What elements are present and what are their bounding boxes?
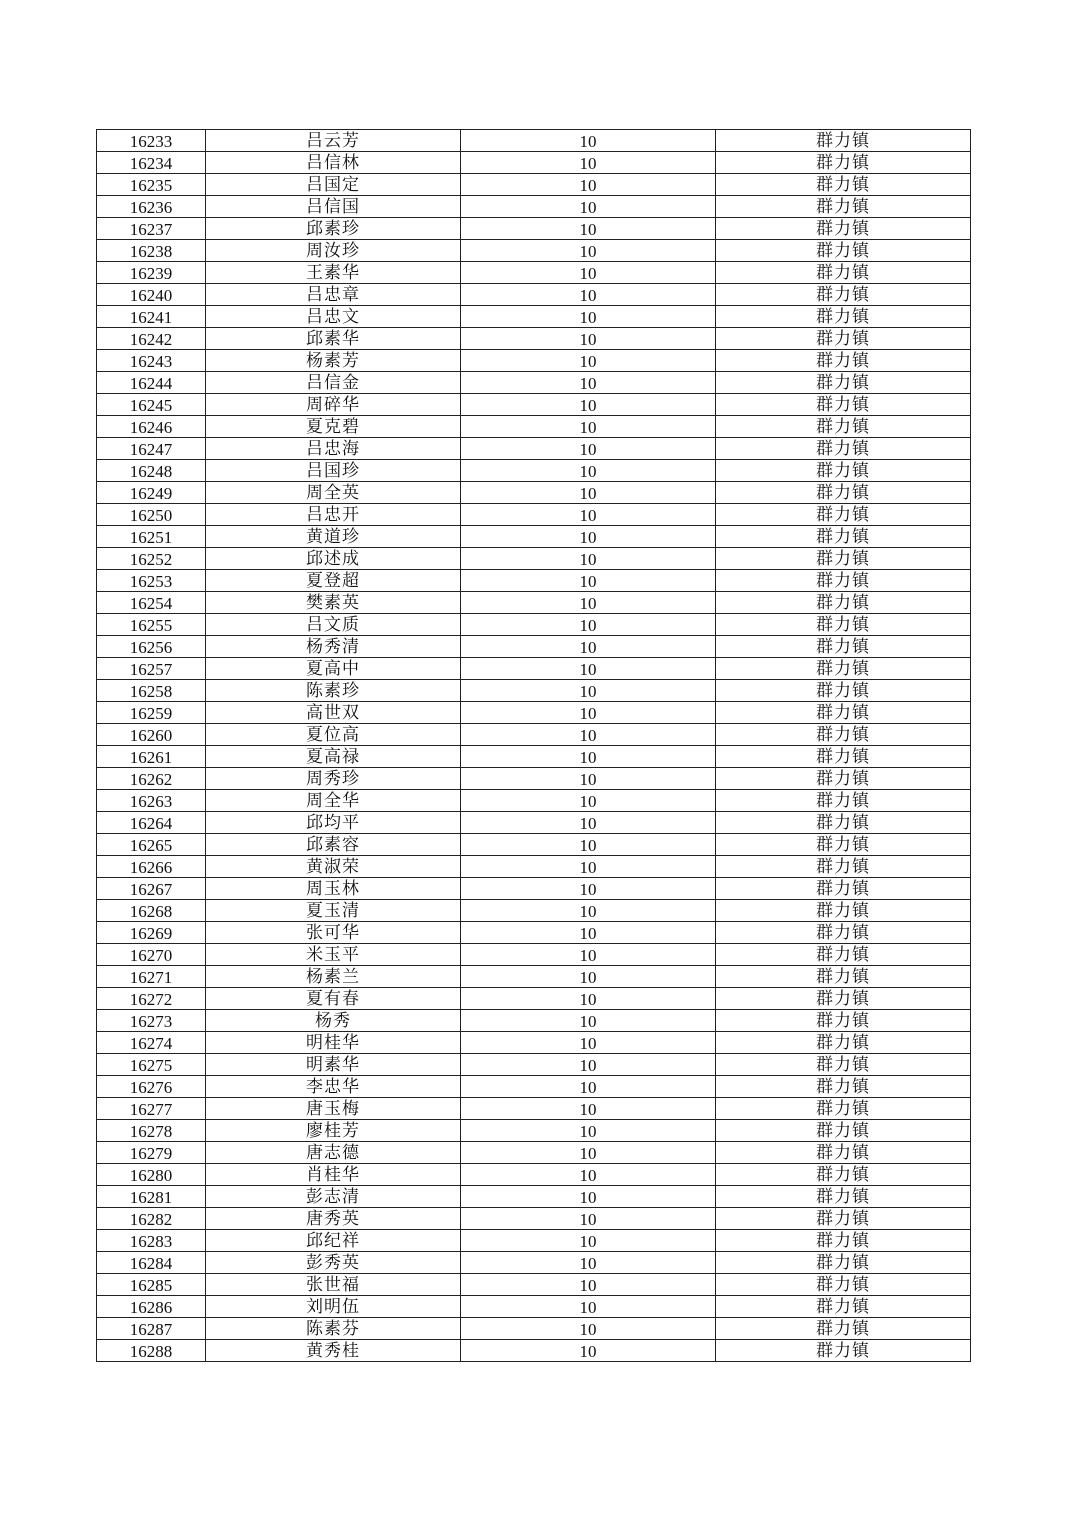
row-number-cell: 16263 (97, 790, 206, 812)
amount-cell: 10 (461, 636, 716, 658)
row-number-cell: 16246 (97, 416, 206, 438)
name-cell: 邱素容 (206, 834, 461, 856)
town-cell: 群力镇 (716, 1186, 971, 1208)
row-number-cell: 16238 (97, 240, 206, 262)
table-row (97, 1186, 971, 1208)
name-cell: 米玉平 (206, 944, 461, 966)
amount-cell: 10 (461, 372, 716, 394)
table-row (97, 1076, 971, 1098)
town-cell: 群力镇 (716, 680, 971, 702)
town-cell: 群力镇 (716, 130, 971, 152)
name-cell: 唐玉梅 (206, 1098, 461, 1120)
row-number-cell: 16241 (97, 306, 206, 328)
town-cell: 群力镇 (716, 1230, 971, 1252)
name-cell: 廖桂芳 (206, 1120, 461, 1142)
name-cell: 肖桂华 (206, 1164, 461, 1186)
table-row (97, 130, 971, 152)
amount-cell: 10 (461, 724, 716, 746)
row-number-cell: 16260 (97, 724, 206, 746)
town-cell: 群力镇 (716, 262, 971, 284)
row-number-cell: 16279 (97, 1142, 206, 1164)
row-number-cell: 16281 (97, 1186, 206, 1208)
town-cell: 群力镇 (716, 856, 971, 878)
amount-cell: 10 (461, 988, 716, 1010)
name-cell: 明素华 (206, 1054, 461, 1076)
name-cell: 周汝珍 (206, 240, 461, 262)
table-row (97, 438, 971, 460)
row-number-cell: 16259 (97, 702, 206, 724)
table-row (97, 1318, 971, 1340)
town-cell: 群力镇 (716, 812, 971, 834)
amount-cell: 10 (461, 1032, 716, 1054)
amount-cell: 10 (461, 658, 716, 680)
town-cell: 群力镇 (716, 724, 971, 746)
amount-cell: 10 (461, 174, 716, 196)
town-cell: 群力镇 (716, 636, 971, 658)
row-number-cell: 16234 (97, 152, 206, 174)
amount-cell: 10 (461, 262, 716, 284)
amount-cell: 10 (461, 790, 716, 812)
table-row (97, 1340, 971, 1362)
town-cell: 群力镇 (716, 790, 971, 812)
town-cell: 群力镇 (716, 1120, 971, 1142)
amount-cell: 10 (461, 812, 716, 834)
table-row (97, 1010, 971, 1032)
table-row (97, 746, 971, 768)
town-cell: 群力镇 (716, 416, 971, 438)
row-number-cell: 16287 (97, 1318, 206, 1340)
table-row (97, 394, 971, 416)
town-cell: 群力镇 (716, 614, 971, 636)
table-row (97, 944, 971, 966)
table-row (97, 1054, 971, 1076)
amount-cell: 10 (461, 130, 716, 152)
table-row (97, 724, 971, 746)
name-cell: 唐志德 (206, 1142, 461, 1164)
town-cell: 群力镇 (716, 1208, 971, 1230)
name-cell: 夏玉清 (206, 900, 461, 922)
town-cell: 群力镇 (716, 768, 971, 790)
amount-cell: 10 (461, 1252, 716, 1274)
name-cell: 夏位高 (206, 724, 461, 746)
row-number-cell: 16275 (97, 1054, 206, 1076)
name-cell: 周全华 (206, 790, 461, 812)
table-row (97, 460, 971, 482)
table-row (97, 658, 971, 680)
amount-cell: 10 (461, 460, 716, 482)
table-row (97, 900, 971, 922)
name-cell: 王素华 (206, 262, 461, 284)
table-row (97, 1208, 971, 1230)
name-cell: 吕忠开 (206, 504, 461, 526)
name-cell: 邱述成 (206, 548, 461, 570)
table-row (97, 680, 971, 702)
table-row (97, 262, 971, 284)
name-cell: 刘明伍 (206, 1296, 461, 1318)
row-number-cell: 16277 (97, 1098, 206, 1120)
name-cell: 陈素珍 (206, 680, 461, 702)
town-cell: 群力镇 (716, 306, 971, 328)
town-cell: 群力镇 (716, 174, 971, 196)
row-number-cell: 16242 (97, 328, 206, 350)
table-row (97, 878, 971, 900)
table-row (97, 218, 971, 240)
amount-cell: 10 (461, 900, 716, 922)
name-cell: 夏高禄 (206, 746, 461, 768)
table-row (97, 240, 971, 262)
row-number-cell: 16272 (97, 988, 206, 1010)
table-row (97, 1120, 971, 1142)
name-cell: 樊素英 (206, 592, 461, 614)
town-cell: 群力镇 (716, 504, 971, 526)
table-row (97, 966, 971, 988)
row-number-cell: 16251 (97, 526, 206, 548)
town-cell: 群力镇 (716, 218, 971, 240)
town-cell: 群力镇 (716, 1076, 971, 1098)
row-number-cell: 16237 (97, 218, 206, 240)
row-number-cell: 16270 (97, 944, 206, 966)
name-cell: 吕忠文 (206, 306, 461, 328)
town-cell: 群力镇 (716, 1054, 971, 1076)
name-cell: 周全英 (206, 482, 461, 504)
name-cell: 黄淑荣 (206, 856, 461, 878)
name-cell: 邱均平 (206, 812, 461, 834)
table-row (97, 614, 971, 636)
name-cell: 张可华 (206, 922, 461, 944)
amount-cell: 10 (461, 944, 716, 966)
amount-cell: 10 (461, 1274, 716, 1296)
town-cell: 群力镇 (716, 1032, 971, 1054)
amount-cell: 10 (461, 1142, 716, 1164)
town-cell: 群力镇 (716, 548, 971, 570)
row-number-cell: 16267 (97, 878, 206, 900)
name-cell: 周碎华 (206, 394, 461, 416)
name-cell: 吕信林 (206, 152, 461, 174)
row-number-cell: 16257 (97, 658, 206, 680)
row-number-cell: 16268 (97, 900, 206, 922)
table-row (97, 306, 971, 328)
town-cell: 群力镇 (716, 1340, 971, 1362)
amount-cell: 10 (461, 1098, 716, 1120)
amount-cell: 10 (461, 592, 716, 614)
town-cell: 群力镇 (716, 592, 971, 614)
amount-cell: 10 (461, 856, 716, 878)
amount-cell: 10 (461, 1164, 716, 1186)
table-row (97, 1230, 971, 1252)
name-cell: 夏登超 (206, 570, 461, 592)
row-number-cell: 16274 (97, 1032, 206, 1054)
town-cell: 群力镇 (716, 746, 971, 768)
name-cell: 杨素芳 (206, 350, 461, 372)
town-cell: 群力镇 (716, 394, 971, 416)
row-number-cell: 16240 (97, 284, 206, 306)
amount-cell: 10 (461, 834, 716, 856)
row-number-cell: 16266 (97, 856, 206, 878)
name-cell: 夏有春 (206, 988, 461, 1010)
name-cell: 吕忠章 (206, 284, 461, 306)
name-cell: 黄道珍 (206, 526, 461, 548)
name-cell: 夏克碧 (206, 416, 461, 438)
amount-cell: 10 (461, 416, 716, 438)
row-number-cell: 16280 (97, 1164, 206, 1186)
table-row (97, 988, 971, 1010)
town-cell: 群力镇 (716, 1274, 971, 1296)
town-cell: 群力镇 (716, 1098, 971, 1120)
town-cell: 群力镇 (716, 1164, 971, 1186)
amount-cell: 10 (461, 218, 716, 240)
row-number-cell: 16276 (97, 1076, 206, 1098)
table-row (97, 196, 971, 218)
town-cell: 群力镇 (716, 922, 971, 944)
town-cell: 群力镇 (716, 702, 971, 724)
amount-cell: 10 (461, 438, 716, 460)
table-row (97, 1252, 971, 1274)
town-cell: 群力镇 (716, 460, 971, 482)
amount-cell: 10 (461, 614, 716, 636)
amount-cell: 10 (461, 284, 716, 306)
table-row (97, 482, 971, 504)
town-cell: 群力镇 (716, 350, 971, 372)
name-cell: 张世福 (206, 1274, 461, 1296)
table-row (97, 174, 971, 196)
town-cell: 群力镇 (716, 966, 971, 988)
name-cell: 吕信金 (206, 372, 461, 394)
row-number-cell: 16249 (97, 482, 206, 504)
town-cell: 群力镇 (716, 658, 971, 680)
row-number-cell: 16284 (97, 1252, 206, 1274)
name-cell: 杨秀清 (206, 636, 461, 658)
amount-cell: 10 (461, 1230, 716, 1252)
town-cell: 群力镇 (716, 482, 971, 504)
town-cell: 群力镇 (716, 834, 971, 856)
name-cell: 黄秀桂 (206, 1340, 461, 1362)
name-cell: 吕国珍 (206, 460, 461, 482)
table-row (97, 834, 971, 856)
table-row (97, 636, 971, 658)
amount-cell: 10 (461, 1120, 716, 1142)
table-row (97, 504, 971, 526)
amount-cell: 10 (461, 482, 716, 504)
row-number-cell: 16245 (97, 394, 206, 416)
town-cell: 群力镇 (716, 152, 971, 174)
amount-cell: 10 (461, 878, 716, 900)
town-cell: 群力镇 (716, 1318, 971, 1340)
row-number-cell: 16285 (97, 1274, 206, 1296)
amount-cell: 10 (461, 966, 716, 988)
name-cell: 吕忠海 (206, 438, 461, 460)
row-number-cell: 16252 (97, 548, 206, 570)
row-number-cell: 16235 (97, 174, 206, 196)
table-row (97, 548, 971, 570)
town-cell: 群力镇 (716, 526, 971, 548)
table-row (97, 284, 971, 306)
town-cell: 群力镇 (716, 372, 971, 394)
amount-cell: 10 (461, 922, 716, 944)
name-cell: 周玉林 (206, 878, 461, 900)
row-number-cell: 16243 (97, 350, 206, 372)
name-cell: 唐秀英 (206, 1208, 461, 1230)
roster-table (96, 129, 971, 1362)
row-number-cell: 16271 (97, 966, 206, 988)
row-number-cell: 16258 (97, 680, 206, 702)
amount-cell: 10 (461, 1076, 716, 1098)
amount-cell: 10 (461, 196, 716, 218)
table-row (97, 350, 971, 372)
name-cell: 李忠华 (206, 1076, 461, 1098)
amount-cell: 10 (461, 1208, 716, 1230)
row-number-cell: 16256 (97, 636, 206, 658)
name-cell: 杨秀 (206, 1010, 461, 1032)
amount-cell: 10 (461, 1340, 716, 1362)
name-cell: 吕文质 (206, 614, 461, 636)
table-row (97, 416, 971, 438)
amount-cell: 10 (461, 680, 716, 702)
table-row (97, 1274, 971, 1296)
row-number-cell: 16283 (97, 1230, 206, 1252)
town-cell: 群力镇 (716, 438, 971, 460)
town-cell: 群力镇 (716, 1252, 971, 1274)
town-cell: 群力镇 (716, 284, 971, 306)
name-cell: 陈素芬 (206, 1318, 461, 1340)
town-cell: 群力镇 (716, 328, 971, 350)
name-cell: 吕信国 (206, 196, 461, 218)
table-row (97, 790, 971, 812)
name-cell: 邱纪祥 (206, 1230, 461, 1252)
row-number-cell: 16244 (97, 372, 206, 394)
amount-cell: 10 (461, 1318, 716, 1340)
table-row (97, 1142, 971, 1164)
row-number-cell: 16264 (97, 812, 206, 834)
table-row (97, 1032, 971, 1054)
town-cell: 群力镇 (716, 240, 971, 262)
amount-cell: 10 (461, 1186, 716, 1208)
name-cell: 高世双 (206, 702, 461, 724)
row-number-cell: 16247 (97, 438, 206, 460)
row-number-cell: 16248 (97, 460, 206, 482)
amount-cell: 10 (461, 394, 716, 416)
row-number-cell: 16262 (97, 768, 206, 790)
row-number-cell: 16253 (97, 570, 206, 592)
table-row (97, 702, 971, 724)
row-number-cell: 16288 (97, 1340, 206, 1362)
amount-cell: 10 (461, 240, 716, 262)
table-row (97, 592, 971, 614)
amount-cell: 10 (461, 350, 716, 372)
row-number-cell: 16236 (97, 196, 206, 218)
name-cell: 邱素华 (206, 328, 461, 350)
table-row (97, 526, 971, 548)
row-number-cell: 16254 (97, 592, 206, 614)
name-cell: 邱素珍 (206, 218, 461, 240)
town-cell: 群力镇 (716, 878, 971, 900)
table-row (97, 856, 971, 878)
amount-cell: 10 (461, 306, 716, 328)
town-cell: 群力镇 (716, 570, 971, 592)
row-number-cell: 16255 (97, 614, 206, 636)
amount-cell: 10 (461, 1010, 716, 1032)
row-number-cell: 16278 (97, 1120, 206, 1142)
town-cell: 群力镇 (716, 196, 971, 218)
amount-cell: 10 (461, 526, 716, 548)
table-row (97, 1164, 971, 1186)
town-cell: 群力镇 (716, 1142, 971, 1164)
table-row (97, 570, 971, 592)
table-row (97, 768, 971, 790)
name-cell: 明桂华 (206, 1032, 461, 1054)
name-cell: 夏高中 (206, 658, 461, 680)
name-cell: 杨素兰 (206, 966, 461, 988)
row-number-cell: 16239 (97, 262, 206, 284)
row-number-cell: 16233 (97, 130, 206, 152)
row-number-cell: 16269 (97, 922, 206, 944)
amount-cell: 10 (461, 548, 716, 570)
amount-cell: 10 (461, 152, 716, 174)
town-cell: 群力镇 (716, 1010, 971, 1032)
row-number-cell: 16273 (97, 1010, 206, 1032)
name-cell: 吕国定 (206, 174, 461, 196)
amount-cell: 10 (461, 328, 716, 350)
name-cell: 周秀珍 (206, 768, 461, 790)
row-number-cell: 16261 (97, 746, 206, 768)
table-row (97, 922, 971, 944)
table-row (97, 152, 971, 174)
amount-cell: 10 (461, 1054, 716, 1076)
amount-cell: 10 (461, 504, 716, 526)
row-number-cell: 16282 (97, 1208, 206, 1230)
row-number-cell: 16250 (97, 504, 206, 526)
table-row (97, 1296, 971, 1318)
amount-cell: 10 (461, 702, 716, 724)
table-row (97, 328, 971, 350)
row-number-cell: 16265 (97, 834, 206, 856)
name-cell: 吕云芳 (206, 130, 461, 152)
row-number-cell: 16286 (97, 1296, 206, 1318)
table-row (97, 372, 971, 394)
town-cell: 群力镇 (716, 988, 971, 1010)
table-row (97, 812, 971, 834)
roster-body (97, 130, 971, 1362)
town-cell: 群力镇 (716, 1296, 971, 1318)
town-cell: 群力镇 (716, 900, 971, 922)
amount-cell: 10 (461, 570, 716, 592)
table-row (97, 1098, 971, 1120)
name-cell: 彭秀英 (206, 1252, 461, 1274)
town-cell: 群力镇 (716, 944, 971, 966)
amount-cell: 10 (461, 746, 716, 768)
name-cell: 彭志清 (206, 1186, 461, 1208)
amount-cell: 10 (461, 768, 716, 790)
amount-cell: 10 (461, 1296, 716, 1318)
